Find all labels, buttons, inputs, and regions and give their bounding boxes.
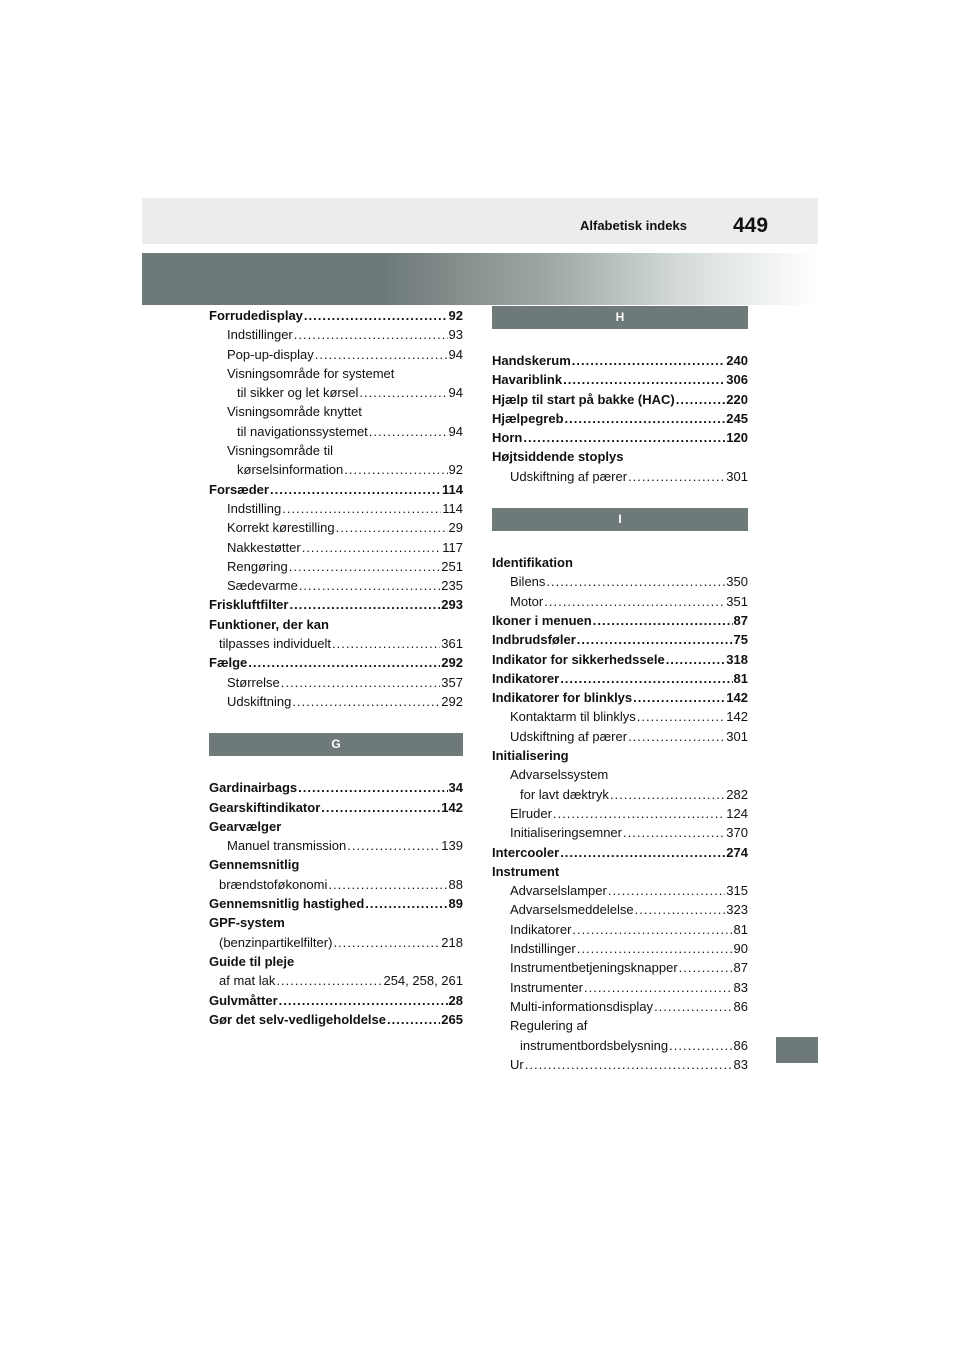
- index-subentry: [492, 1055, 748, 1074]
- dot-leader: [577, 630, 733, 649]
- dot-leader: [270, 480, 441, 499]
- entry-label: Havariblink: [492, 372, 563, 388]
- entry-label: Nakkestøtter: [227, 539, 301, 555]
- dot-leader: [321, 798, 440, 817]
- dot-leader: [676, 390, 726, 409]
- page-reference: 351: [726, 593, 748, 609]
- entry-label: Korrekt kørestilling: [227, 520, 335, 536]
- entry-label: Indstilling: [227, 500, 282, 516]
- dot-leader: [654, 997, 732, 1016]
- page-reference: 315: [726, 883, 748, 899]
- page-reference: 318: [726, 651, 748, 667]
- index-entry: [492, 370, 748, 389]
- page-reference: 120: [726, 430, 748, 446]
- entry-label: Rengøring: [227, 558, 288, 574]
- entry-label: Gearskiftindikator: [209, 799, 321, 815]
- dot-leader: [623, 823, 725, 842]
- page-reference: 274: [726, 844, 748, 860]
- entry-label: Bilens: [510, 574, 546, 590]
- entry-label: af mat lak: [219, 973, 276, 989]
- dot-leader: [344, 460, 447, 479]
- index-subentry: [209, 518, 463, 537]
- entry-label: Identifikation: [492, 555, 573, 571]
- entry-label: Advarselsmeddelelse: [510, 902, 634, 918]
- page-reference: 29: [448, 520, 463, 536]
- entry-label: Udskiftning: [227, 693, 292, 709]
- dot-leader: [628, 467, 725, 486]
- index-subentry: [209, 836, 463, 855]
- index-subentry: [492, 1036, 748, 1055]
- index-subentry: [209, 460, 463, 479]
- dot-leader: [563, 370, 725, 389]
- dot-leader: [565, 409, 726, 428]
- entry-label: (benzinpartikelfilter): [219, 934, 333, 950]
- index-entry: [209, 653, 463, 672]
- index-entry: [492, 428, 748, 447]
- page-number: 449: [733, 214, 769, 237]
- page-reference: 292: [441, 693, 463, 709]
- entry-label: Advarselslamper: [510, 883, 607, 899]
- page-reference: 142: [726, 709, 748, 725]
- page-reference: 350: [726, 574, 748, 590]
- spacer: [492, 486, 748, 508]
- dot-leader: [332, 634, 440, 653]
- dot-leader: [289, 557, 441, 576]
- index-entry: [492, 688, 748, 707]
- entry-label: Regulering af: [510, 1018, 588, 1034]
- dot-leader: [544, 592, 725, 611]
- dot-leader: [336, 518, 448, 537]
- entry-label: Gør det selv-vedligeholdelse: [209, 1011, 386, 1027]
- page-reference: 94: [448, 385, 463, 401]
- index-subentry: [209, 692, 463, 711]
- page-reference: 94: [448, 346, 463, 362]
- page-reference: 90: [733, 941, 748, 957]
- index-entry: [492, 843, 748, 862]
- entry-label: Elruder: [510, 805, 552, 821]
- entry-label: Indikator for sikkerhedssele: [492, 651, 665, 667]
- dot-leader: [608, 881, 725, 900]
- index-subentry: [209, 634, 463, 653]
- entry-label: Ur: [510, 1056, 524, 1072]
- dot-leader: [315, 345, 448, 364]
- dot-leader: [359, 383, 447, 402]
- page-reference: 124: [726, 805, 748, 821]
- index-subentry: [492, 939, 748, 958]
- entry-label: Sædevarme: [227, 578, 298, 594]
- entry-label: Højtsiddende stoplys: [492, 449, 624, 465]
- dot-leader: [633, 688, 725, 707]
- page-reference: 218: [441, 934, 463, 950]
- index-subentry: [209, 383, 463, 402]
- dot-leader: [294, 325, 448, 344]
- index-subentry: [209, 971, 463, 990]
- entry-label: Ikoner i menuen: [492, 612, 592, 628]
- entry-label: Indikatorer: [510, 921, 572, 937]
- entry-label: Gardinairbags: [209, 780, 298, 796]
- entry-label: Indstillinger: [227, 327, 293, 343]
- index-entry: [209, 798, 463, 817]
- entry-label: Intercooler: [492, 844, 560, 860]
- index-subentry: [492, 958, 748, 977]
- index-subentry: [209, 576, 463, 595]
- page-reference: 88: [448, 876, 463, 892]
- index-entry: [209, 778, 463, 797]
- index-subentry: [492, 467, 748, 486]
- entry-label: Gulvmåtter: [209, 992, 278, 1008]
- dot-leader: [248, 653, 440, 672]
- entry-label: Horn: [492, 430, 523, 446]
- entry-label: Hjælpegreb: [492, 410, 564, 426]
- dot-leader: [369, 422, 448, 441]
- page-reference: 235: [441, 578, 463, 594]
- letter-heading: H: [492, 306, 748, 329]
- entry-label: Udskiftning af pærer: [510, 728, 628, 744]
- page-reference: 89: [448, 896, 463, 912]
- entry-label: Forsæder: [209, 481, 269, 497]
- entry-label: Initialisering: [492, 748, 569, 764]
- page-reference: 83: [733, 1056, 748, 1072]
- index-subentry: [209, 499, 463, 518]
- dot-leader: [635, 900, 726, 919]
- entry-label: Gearvælger: [209, 818, 282, 834]
- dot-leader: [610, 785, 725, 804]
- entry-label: Instrumenter: [510, 979, 583, 995]
- page-reference: 142: [726, 690, 748, 706]
- index-entry: [209, 595, 463, 614]
- index-subentry: [209, 557, 463, 576]
- dot-leader: [628, 727, 725, 746]
- entry-label: Visningsområde til: [227, 443, 333, 459]
- index-subentry: [492, 572, 748, 591]
- dot-leader: [553, 804, 725, 823]
- index-entry: [209, 894, 463, 913]
- index-subentry: [209, 933, 463, 952]
- dot-leader: [560, 669, 732, 688]
- entry-label: brændstoføkonomi: [219, 876, 328, 892]
- entry-label: Udskiftning af pærer: [510, 468, 628, 484]
- page-reference: 34: [448, 780, 463, 796]
- page-reference: 86: [733, 1037, 748, 1053]
- dot-leader: [637, 707, 726, 726]
- header-band: [142, 198, 818, 244]
- index-subentry: [492, 592, 748, 611]
- page-reference: 87: [733, 612, 748, 628]
- letter-heading: I: [492, 508, 748, 531]
- index-subentry: [209, 325, 463, 344]
- entry-label: Gennemsnitlig: [209, 857, 300, 873]
- index-subentry: [492, 804, 748, 823]
- index-column-left: [209, 306, 463, 1029]
- section-thumb-tab: [776, 1037, 818, 1063]
- entry-label: Gennemsnitlig hastighed: [209, 896, 365, 912]
- index-column-right: [492, 306, 748, 1074]
- index-entry: [492, 409, 748, 428]
- dot-leader: [304, 306, 448, 325]
- page-reference: 306: [726, 372, 748, 388]
- dot-leader: [572, 920, 732, 939]
- page-reference: 254, 258, 261: [383, 973, 463, 989]
- page-reference: 93: [448, 327, 463, 343]
- dot-leader: [669, 1036, 732, 1055]
- entry-label: Advarselssystem: [510, 767, 609, 783]
- index-subentry: [492, 920, 748, 939]
- page-reference: 83: [733, 979, 748, 995]
- decorative-gradient-bar: [142, 253, 818, 305]
- dot-leader: [584, 978, 733, 997]
- index-subentry: [209, 875, 463, 894]
- dot-leader: [666, 650, 726, 669]
- page-reference: 81: [733, 670, 748, 686]
- index-subentry: [492, 823, 748, 842]
- dot-leader: [276, 971, 382, 990]
- page-reference: 28: [448, 992, 463, 1008]
- entry-label: Visningsområde knyttet: [227, 404, 362, 420]
- dot-leader: [281, 673, 441, 692]
- dot-leader: [572, 351, 726, 370]
- page-reference: 220: [726, 391, 748, 407]
- entry-label: Multi-informationsdisplay: [510, 998, 654, 1014]
- page-reference: 86: [733, 998, 748, 1014]
- dot-leader: [593, 611, 733, 630]
- entry-label: Indstillinger: [510, 941, 576, 957]
- page-reference: 87: [733, 960, 748, 976]
- spacer: [209, 756, 463, 778]
- dot-leader: [525, 1055, 733, 1074]
- section-title: Alfabetisk indeks: [580, 218, 687, 233]
- entry-label: Manuel transmission: [227, 838, 347, 854]
- page-reference: 361: [441, 636, 463, 652]
- dot-leader: [289, 595, 440, 614]
- entry-label: kørselsinformation: [237, 462, 344, 478]
- page-reference: 292: [441, 655, 463, 671]
- page-reference: 117: [442, 539, 463, 555]
- entry-label: Forrudedisplay: [209, 308, 303, 323]
- page-reference: 240: [726, 353, 748, 368]
- page-reference: 265: [441, 1011, 463, 1027]
- index-subentry: [209, 538, 463, 557]
- index-subentry: [492, 881, 748, 900]
- entry-label: Størrelse: [227, 674, 280, 690]
- dot-leader: [365, 894, 447, 913]
- index-subentry: [492, 727, 748, 746]
- index-entry: [492, 351, 748, 370]
- index-subentry: [209, 673, 463, 692]
- entry-label: Friskluftfilter: [209, 597, 289, 613]
- entry-label: Indikatorer for blinklys: [492, 690, 633, 706]
- page-reference: 92: [448, 462, 463, 478]
- dot-leader: [560, 843, 725, 862]
- page-reference: 370: [726, 825, 748, 841]
- index-subentry: [492, 900, 748, 919]
- page-reference: 94: [448, 423, 463, 439]
- index-entry: [492, 650, 748, 669]
- index-subentry: [209, 345, 463, 364]
- entry-label: Indikatorer: [492, 670, 560, 686]
- page-reference: 282: [726, 786, 748, 802]
- entry-label: GPF-system: [209, 915, 285, 931]
- page-reference: 357: [441, 674, 463, 690]
- entry-label: for lavt dæktryk: [520, 786, 609, 802]
- dot-leader: [298, 778, 447, 797]
- entry-label: Indbrudsføler: [492, 632, 576, 648]
- letter-heading: G: [209, 733, 463, 756]
- page-reference: 293: [441, 597, 463, 613]
- index-entry: [209, 306, 463, 325]
- page-reference: 75: [733, 632, 748, 648]
- entry-label: Funktioner, der kan: [209, 616, 329, 632]
- index-entry: [209, 480, 463, 499]
- dot-leader: [328, 875, 447, 894]
- spacer: [492, 329, 748, 351]
- entry-label: tilpasses individuelt: [219, 636, 332, 652]
- index-entry: [492, 630, 748, 649]
- index-subentry: [492, 978, 748, 997]
- dot-leader: [546, 572, 725, 591]
- dot-leader: [292, 692, 440, 711]
- entry-label: Instrumentbetjeningsknapper: [510, 960, 678, 976]
- spacer: [492, 531, 748, 553]
- dot-leader: [347, 836, 440, 855]
- index-entry: [492, 669, 748, 688]
- entry-label: Initialiseringsemner: [510, 825, 622, 841]
- page-reference: 251: [441, 558, 463, 574]
- dot-leader: [279, 991, 448, 1010]
- index-subentry: [209, 422, 463, 441]
- dot-leader: [523, 428, 725, 447]
- spacer: [209, 711, 463, 733]
- entry-label: til navigationssystemet: [237, 423, 368, 439]
- entry-label: Motor: [510, 593, 544, 609]
- index-entry: [492, 611, 748, 630]
- entry-label: Kontaktarm til blinklys: [510, 709, 636, 725]
- index-entry: [492, 390, 748, 409]
- page-reference: 301: [726, 728, 748, 744]
- entry-label: Hjælp til start på bakke (HAC): [492, 391, 675, 407]
- page-reference: 114: [442, 500, 463, 516]
- dot-leader: [333, 933, 440, 952]
- page-reference: 142: [441, 799, 463, 815]
- entry-label: til sikker og let kørsel: [237, 385, 359, 401]
- page-reference: 92: [448, 308, 463, 323]
- page-reference: 245: [726, 410, 748, 426]
- page-reference: 114: [442, 481, 463, 497]
- entry-label: Handskerum: [492, 353, 571, 368]
- dot-leader: [387, 1010, 440, 1029]
- entry-label: instrumentbordsbelysning: [520, 1037, 669, 1053]
- dot-leader: [577, 939, 733, 958]
- page-reference: 301: [726, 468, 748, 484]
- entry-label: Fælge: [209, 655, 248, 671]
- dot-leader: [302, 538, 442, 557]
- entry-label: Visningsområde for systemet: [227, 365, 395, 381]
- dot-leader: [299, 576, 440, 595]
- entry-label: Pop-up-display: [227, 346, 314, 362]
- index-subentry: [492, 707, 748, 726]
- dot-leader: [679, 958, 733, 977]
- page-reference: 323: [726, 902, 748, 918]
- page-reference: 81: [733, 921, 748, 937]
- page-reference: 139: [441, 838, 463, 854]
- entry-label: Guide til pleje: [209, 953, 295, 969]
- entry-label: Instrument: [492, 863, 560, 879]
- index-entry: [209, 991, 463, 1010]
- index-subentry: [492, 785, 748, 804]
- index-subentry: [492, 997, 748, 1016]
- index-entry: [209, 1010, 463, 1029]
- dot-leader: [282, 499, 441, 518]
